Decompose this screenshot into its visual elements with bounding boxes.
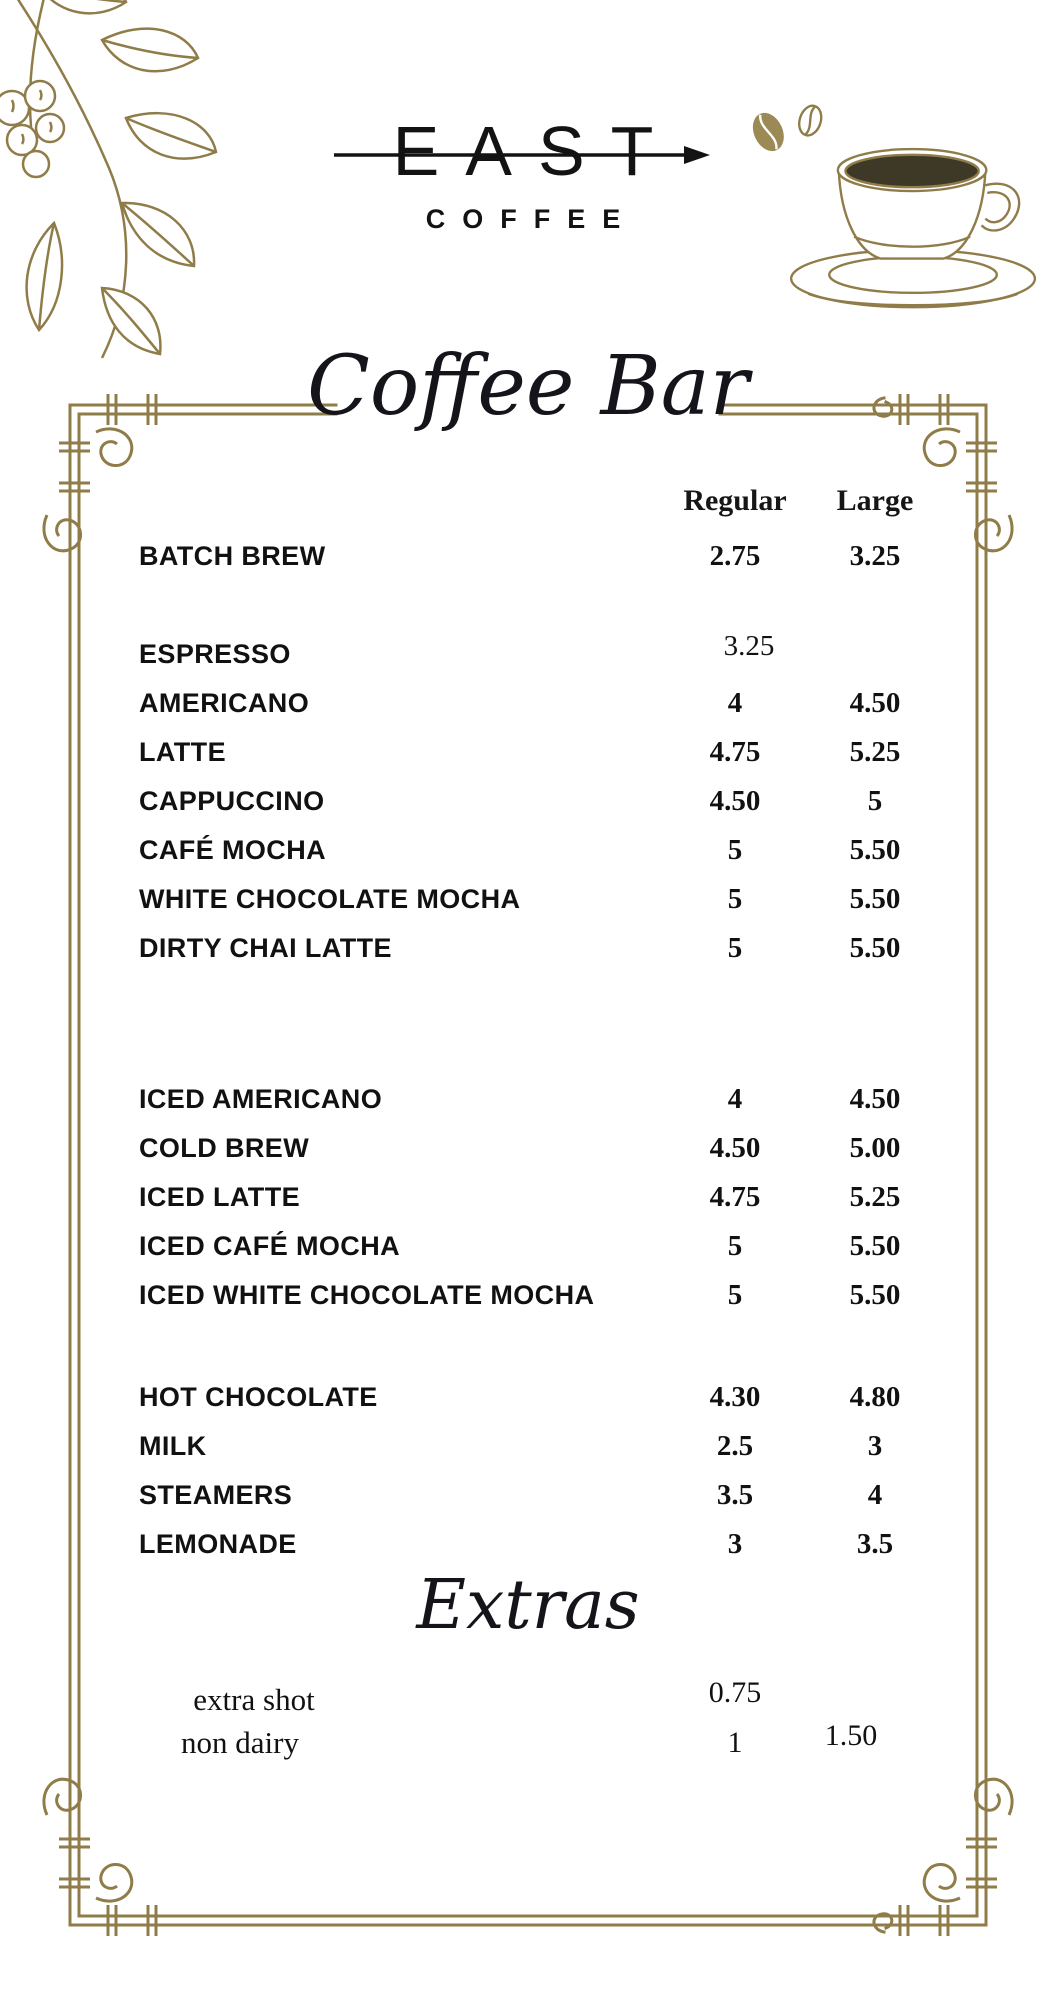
item-price-regular: 5 (727, 834, 743, 866)
item-price-regular: 5 (727, 1279, 743, 1311)
column-header-regular: Regular (683, 484, 787, 517)
item-price-regular: 4 (727, 687, 743, 719)
menu-row (139, 1173, 935, 1222)
item-name: LATTE (139, 737, 226, 767)
menu-row (139, 924, 935, 973)
menu-title: Coffee Bar (307, 339, 749, 434)
extra-price-large: 1.50 (824, 1718, 878, 1752)
extra-price-regular: 1 (727, 1725, 743, 1759)
item-name: AMERICANO (139, 688, 310, 718)
item-name: CAFÉ MOCHA (139, 835, 326, 865)
item-price-regular: 2.75 (709, 540, 761, 572)
item-price-large: 3.25 (849, 540, 901, 572)
menu-row (139, 1471, 935, 1520)
menu-row (139, 1222, 935, 1271)
menu-row (139, 728, 935, 777)
extra-name: extra shot (193, 1681, 315, 1717)
item-name: COLD BREW (139, 1133, 310, 1163)
menu-row (139, 1124, 935, 1173)
item-name: STEAMERS (139, 1480, 293, 1510)
item-price-regular: 5 (727, 1230, 743, 1262)
extra-price-regular: 0.75 (708, 1675, 762, 1709)
menu-row (139, 1271, 935, 1320)
extras-row (139, 1675, 935, 1721)
menu-row (139, 826, 935, 875)
item-name: ESPRESSO (139, 639, 291, 669)
spacer (139, 581, 935, 630)
item-price-large: 5.50 (849, 1279, 901, 1311)
item-name: BATCH BREW (139, 541, 326, 571)
item-name: WHITE CHOCOLATE MOCHA (139, 884, 521, 914)
item-price-large: 4.50 (849, 1083, 901, 1115)
item-name: LEMONADE (139, 1529, 297, 1559)
item-price-regular: 4.75 (709, 1181, 761, 1213)
item-price-large: 5.25 (849, 736, 901, 768)
item-price-large: 5.50 (849, 1230, 901, 1262)
item-name: MILK (139, 1431, 207, 1461)
menu-row (139, 532, 935, 581)
item-price-large: 3 (867, 1430, 883, 1462)
extras-title: Extras (416, 1566, 640, 1645)
extra-name: non dairy (181, 1724, 299, 1760)
item-name: DIRTY CHAI LATTE (139, 933, 392, 963)
item-price-large: 5.50 (849, 883, 901, 915)
item-price-large: 5 (867, 785, 883, 817)
menu-row (139, 875, 935, 924)
logo-wordmark: EAST (392, 112, 680, 190)
menu-row (139, 679, 935, 728)
item-name: ICED LATTE (139, 1182, 300, 1212)
item-name: ICED CAFÉ MOCHA (139, 1231, 400, 1261)
item-price-regular: 5 (727, 883, 743, 915)
menu-row (139, 1373, 935, 1422)
item-price-regular: 3 (727, 1528, 743, 1560)
item-price-regular: 4.30 (709, 1381, 761, 1413)
item-price-large: 4.80 (849, 1381, 901, 1413)
item-price-regular: 4 (727, 1083, 743, 1115)
item-price-regular: 4.50 (709, 1132, 761, 1164)
item-name: ICED AMERICANO (139, 1084, 383, 1114)
menu-row (139, 630, 935, 679)
extras-row (139, 1718, 935, 1764)
logo-subtitle: COFFEE (425, 204, 638, 234)
column-header-large: Large (836, 484, 914, 517)
menu-row (139, 1422, 935, 1471)
item-price-large: 4.50 (849, 687, 901, 719)
item-price-large: 5.50 (849, 932, 901, 964)
item-name: HOT CHOCOLATE (139, 1382, 378, 1412)
item-price-regular: 3.25 (723, 630, 775, 662)
item-name: ICED WHITE CHOCOLATE MOCHA (139, 1280, 595, 1310)
item-name: CAPPUCCINO (139, 786, 325, 816)
item-price-large: 5.50 (849, 834, 901, 866)
item-price-large: 3.5 (856, 1528, 894, 1560)
item-price-regular: 3.5 (716, 1479, 754, 1511)
menu-row (139, 1075, 935, 1124)
item-price-large: 4 (867, 1479, 883, 1511)
spacer (139, 1320, 935, 1373)
menu-section (139, 470, 935, 1569)
menu-row (139, 1520, 935, 1569)
item-price-regular: 4.75 (709, 736, 761, 768)
column-headers (139, 470, 935, 532)
item-price-regular: 2.5 (716, 1430, 754, 1462)
menu-row (139, 777, 935, 826)
spacer (139, 973, 935, 1075)
item-price-regular: 5 (727, 932, 743, 964)
item-price-large: 5.25 (849, 1181, 901, 1213)
item-price-large: 5.00 (849, 1132, 901, 1164)
item-price-regular: 4.50 (709, 785, 761, 817)
extras-section (139, 1675, 935, 1764)
